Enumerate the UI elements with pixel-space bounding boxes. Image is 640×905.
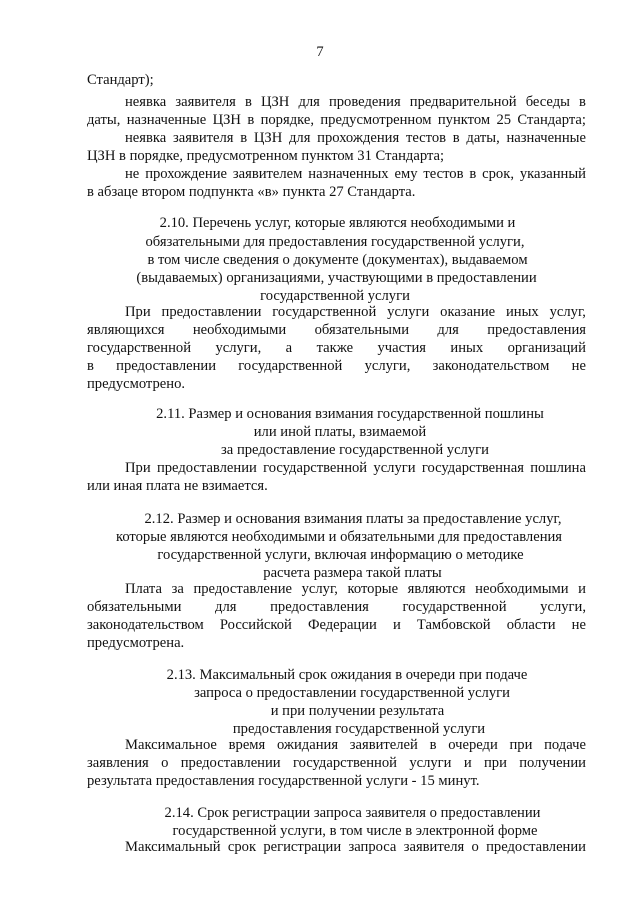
section-heading-line: расчета размера такой платы [263, 565, 442, 581]
section-heading-line: 2.11. Размер и основания взимания государственной пошлины [156, 406, 544, 422]
paragraph-line: Стандарт); [87, 72, 154, 88]
page-number: 7 [316, 44, 324, 60]
section-heading-line: 2.14. Срок регистрации запроса заявителя о предоставлении [164, 805, 541, 821]
paragraph-line: предусмотрено. [87, 376, 186, 392]
paragraph-line: законодательством Российской Федерации и Тамбовской области не [87, 617, 586, 633]
paragraph-line: являющихся необходимыми обязательными для предоставления [87, 322, 586, 338]
paragraph-line: или иная плата не взимается. [87, 478, 268, 494]
paragraph-line: в абзаце втором подпункта «в» пункта 27 Стандарта. [87, 184, 416, 200]
section-heading-line: 2.10. Перечень услуг, которые являются необходимыми и [159, 215, 516, 231]
paragraph-line: При предоставлении государственной услуги государственная пошлина [125, 460, 586, 476]
section-heading-line: запроса о предоставлении государственной услуги [194, 685, 510, 701]
section-heading-line: обязательными для предоставления государственной услуги, [145, 234, 525, 250]
paragraph-line: Плата за предоставление услуг, которые являются необходимыми и [125, 581, 586, 597]
section-heading-line: государственной услуги, включая информацию о методике [157, 547, 524, 563]
paragraph-line: неявка заявителя в ЦЗН для проведения предварительной беседы в [125, 94, 586, 110]
paragraph-line: неявка заявителя в ЦЗН для прохождения тестов в даты, назначенные [125, 130, 586, 146]
paragraph-line: предусмотрена. [87, 635, 185, 651]
section-heading-line: 2.13. Максимальный срок ожидания в очереди при подаче [166, 667, 528, 683]
section-heading-line: в том числе сведения о документе (документах), выдаваемом [147, 252, 528, 268]
section-heading-line: государственной услуги [260, 288, 410, 304]
paragraph-line: государственной услуги, а также участия иных организаций [87, 340, 586, 356]
paragraph-line: даты, назначенные ЦЗН в порядке, предусмотренном пунктом 25 Стандарта; [87, 112, 586, 128]
paragraph-line: При предоставлении государственной услуги оказание иных услуг, [125, 304, 586, 320]
section-heading-line: предоставления государственной услуги [232, 721, 486, 737]
paragraph-line: заявления о предоставлении государственной услуги и при получении [87, 755, 586, 771]
paragraph-line: не прохождение заявителем назначенных ему тестов в срок, указанный [125, 166, 586, 182]
paragraph-line: в предоставлении государственной услуги, законодательством не [87, 358, 586, 374]
section-heading-line: и при получении результата [270, 703, 445, 719]
section-heading-line: государственной услуги, в том числе в электронной форме [172, 823, 538, 839]
paragraph-line: обязательными для предоставления государственной услуги, [87, 599, 586, 615]
section-heading-line: которые являются необходимыми и обязательными для предоставления [115, 529, 563, 545]
paragraph-line: Максимальный срок регистрации запроса заявителя о предоставлении [125, 839, 586, 855]
paragraph-line: Максимальное время ожидания заявителей в очереди при подаче [125, 737, 586, 753]
section-heading-line: (выдаваемых) организациями, участвующими в предоставлении [136, 270, 537, 286]
section-heading-line: 2.12. Размер и основания взимания платы за предоставление услуг, [144, 511, 562, 527]
paragraph-line: ЦЗН в порядке, предусмотренном пунктом 31 Стандарта; [87, 148, 445, 164]
section-heading-line: за предоставление государственной услуги [221, 442, 489, 458]
section-heading-line: или иной платы, взимаемой [253, 424, 427, 440]
paragraph-line: результата предоставления государственной услуги - 15 минут. [87, 773, 480, 789]
